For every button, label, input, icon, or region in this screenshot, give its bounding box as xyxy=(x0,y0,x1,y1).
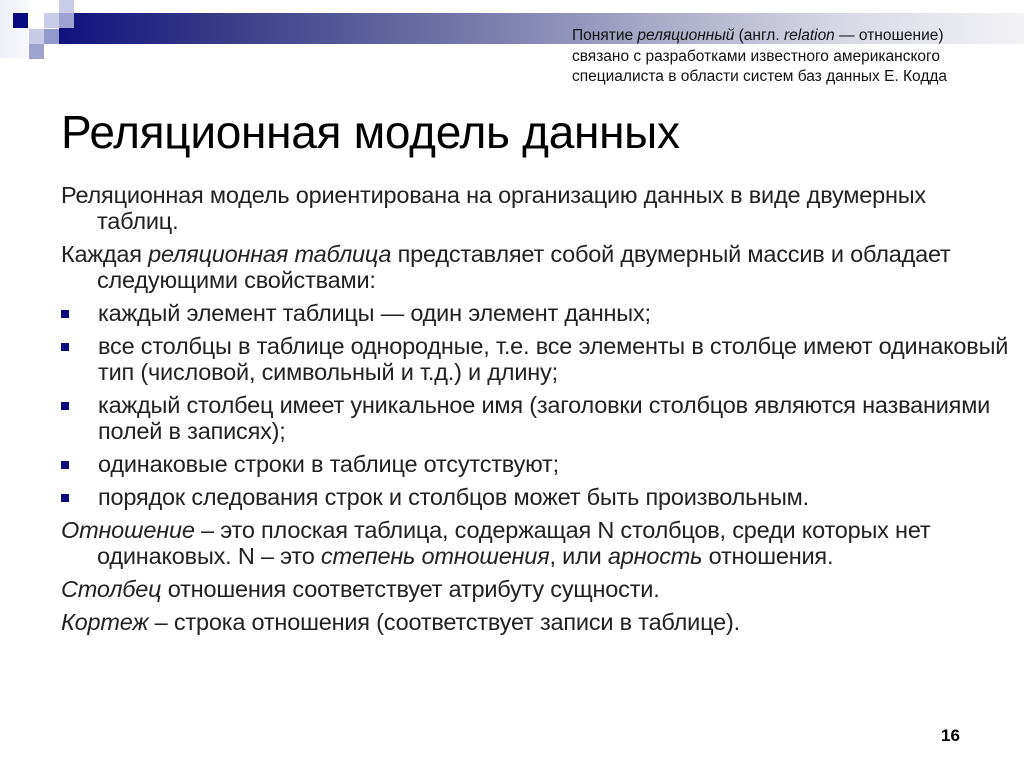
square-bullet-icon xyxy=(61,494,69,502)
definition-column: Столбец отношения соответствует атрибуту сущности. xyxy=(61,576,660,602)
properties-list xyxy=(61,300,1011,510)
note-line-1: Понятие реляционный (англ. relation — отношение) xyxy=(572,27,944,44)
term-degree: степень отношения xyxy=(320,543,550,569)
slide-title: Реляционная модель данных xyxy=(61,106,680,158)
note-line-2: связано с разработками известного американского xyxy=(572,47,940,65)
note-italic-english: relation xyxy=(783,27,835,44)
paragraph-intro: Реляционная модель ориентирована на организацию данных в виде двумерных таблиц. xyxy=(61,182,926,234)
square-bullet-icon xyxy=(61,402,69,410)
definition-relation: Отношение – это плоская таблица, содержащая N столбцов, среди которых нет одинаковых. N – это степень отношения, или арность отношения. xyxy=(61,517,931,569)
list-item: каждый элемент таблицы — один элемент данных; xyxy=(61,300,1011,326)
square-bullet-icon xyxy=(61,343,69,351)
square-bullet-icon xyxy=(61,461,69,469)
italic-term: реляционная таблица xyxy=(148,241,392,267)
list-item: все столбцы в таблице однородные, т.е. все элементы в столбце имеют одинаковый тип (числовой, символьный и т.д.) и длину; xyxy=(61,333,1011,385)
definition-tuple: Кортеж – строка отношения (соответствует записи в таблице). xyxy=(61,609,740,635)
note-italic-term: реляционный xyxy=(637,27,735,44)
decor-square xyxy=(59,13,74,28)
term-arity: арность xyxy=(607,543,703,569)
square-bullet-icon xyxy=(61,310,69,318)
list-item: каждый столбец имеет уникальное имя (заголовки столбцов являются названиями полей в записях); xyxy=(61,392,1011,444)
decor-square xyxy=(29,44,44,59)
decor-square xyxy=(44,13,59,28)
term-relation: Отношение xyxy=(61,517,195,543)
term-tuple: Кортеж xyxy=(61,609,149,635)
slide-body xyxy=(61,182,1011,642)
paragraph-table-properties: Каждая реляционная таблица представляет собой двумерный массив и обладает следующими свойствами: xyxy=(61,241,951,293)
decor-square xyxy=(0,0,28,58)
decor-square-dark xyxy=(13,13,28,28)
term-column: Столбец xyxy=(61,576,162,602)
slide-number: 16 xyxy=(941,726,960,745)
list-item: порядок следования строк и столбцов может быть произвольным. xyxy=(61,484,1011,510)
note-line-3: специалиста в области систем баз данных Е. Кодда xyxy=(572,68,948,85)
decor-square xyxy=(59,0,74,13)
list-item: одинаковые строки в таблице отсутствуют; xyxy=(61,451,1011,477)
decor-square xyxy=(29,29,44,44)
side-note xyxy=(572,26,1012,88)
decor-square xyxy=(44,29,59,44)
